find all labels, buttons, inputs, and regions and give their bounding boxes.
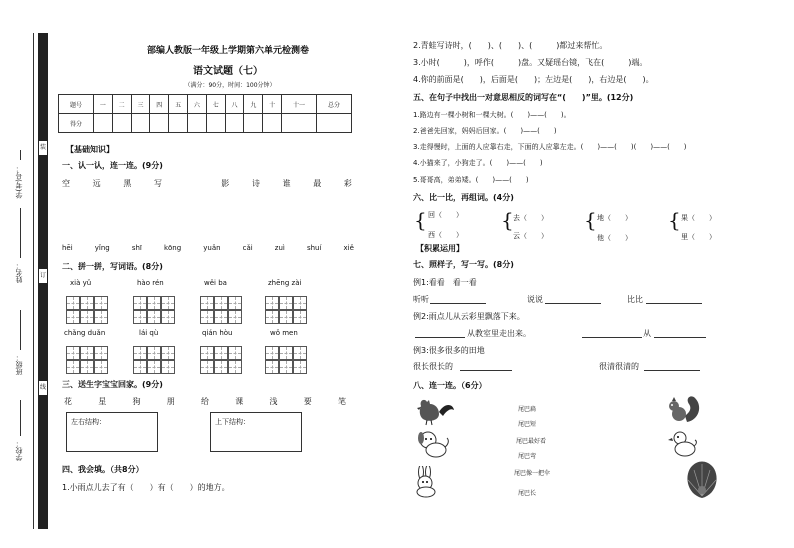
writing-grid-box[interactable] bbox=[147, 296, 161, 310]
q1-pinyin[interactable]: yuǎn bbox=[203, 244, 221, 252]
score-input-cell[interactable] bbox=[316, 114, 351, 133]
q6-word[interactable]: 西（ ） bbox=[428, 231, 463, 239]
q4-item-4: 4.你的前面是( )，后面是( )；左边是( )，右边是( )。 bbox=[413, 75, 654, 84]
left-right-structure-box[interactable] bbox=[66, 412, 158, 452]
q2-pinyin: zhēng zài bbox=[268, 279, 302, 287]
writing-grid-box[interactable] bbox=[66, 310, 80, 324]
answer-line[interactable] bbox=[582, 337, 642, 338]
top-bottom-structure-label: 上下结构： bbox=[215, 418, 250, 426]
q1-pinyin[interactable]: cǎi bbox=[242, 244, 253, 252]
school-field[interactable] bbox=[20, 400, 21, 436]
q1-pinyin[interactable]: xiě bbox=[343, 244, 354, 252]
q3-char: 给 bbox=[201, 397, 209, 406]
table-cell: 九 bbox=[244, 95, 263, 114]
q4-item-3: 3.小时( )，呼作( )盘。又疑瑶台镜，飞在( )端。 bbox=[413, 58, 648, 67]
q1-char[interactable]: 远 bbox=[92, 179, 101, 188]
writing-grid-box[interactable] bbox=[228, 296, 242, 310]
table-cell: 二 bbox=[112, 95, 131, 114]
writing-grid-box[interactable] bbox=[279, 310, 293, 324]
writing-grid-box[interactable] bbox=[66, 346, 80, 360]
binding-mark-xian: 线 bbox=[38, 380, 48, 396]
writing-grid-box[interactable] bbox=[265, 296, 279, 310]
writing-grid-box[interactable] bbox=[161, 296, 175, 310]
q7-example-1: 例1:看看 看一看 bbox=[413, 278, 477, 287]
writing-grid-box[interactable] bbox=[133, 360, 147, 374]
writing-grid-box[interactable] bbox=[66, 360, 80, 374]
page-subtitle: 语文试题（七） bbox=[193, 66, 263, 77]
table-cell: 题号 bbox=[59, 95, 94, 114]
cut-line bbox=[33, 33, 34, 529]
writing-grid-box[interactable] bbox=[66, 296, 80, 310]
answer-line[interactable] bbox=[415, 337, 465, 338]
q5-item: 2.爸爸先回家，妈妈后回家。( )——( ) bbox=[413, 127, 557, 135]
q7-ex2-a: 从教室里走出来。 bbox=[467, 329, 531, 338]
table-cell: 六 bbox=[187, 95, 206, 114]
brace: { bbox=[501, 208, 514, 232]
q1-pinyin[interactable]: kōng bbox=[163, 244, 182, 252]
table-cell: 三 bbox=[131, 95, 150, 114]
brace: { bbox=[668, 208, 681, 232]
q1-pinyin[interactable]: hēi bbox=[62, 244, 73, 252]
writing-grid-box[interactable] bbox=[94, 360, 108, 374]
score-input-cell[interactable] bbox=[187, 114, 206, 133]
score-table-score-row bbox=[59, 114, 352, 133]
q6-word[interactable]: 里（ ） bbox=[681, 233, 716, 241]
score-table bbox=[58, 94, 352, 133]
writing-grid-box[interactable] bbox=[80, 360, 94, 374]
table-cell: 四 bbox=[150, 95, 169, 114]
tail-option[interactable]: 尾巴最好看 bbox=[516, 438, 547, 445]
writing-grid-box[interactable] bbox=[228, 346, 242, 360]
q6-word[interactable]: 地（ ） bbox=[597, 214, 632, 222]
writing-grid-box[interactable] bbox=[133, 296, 147, 310]
writing-grid-box[interactable] bbox=[214, 360, 228, 374]
q5-title: 五、在句子中找出一对意思相反的词写在“( )”里。(12分) bbox=[413, 93, 634, 102]
section-basic-knowledge: 【基础知识】 bbox=[66, 145, 114, 154]
q3-char: 星 bbox=[98, 397, 107, 406]
q7-ex2-b: 从 bbox=[643, 329, 651, 338]
q1-pinyin[interactable]: shī bbox=[131, 244, 142, 252]
q4-title: 四、我会填。（共8分） bbox=[62, 465, 144, 474]
answer-line[interactable] bbox=[460, 370, 512, 371]
q1-char[interactable]: 黑 bbox=[123, 179, 132, 188]
brace: { bbox=[584, 208, 597, 232]
writing-grid-box[interactable] bbox=[94, 346, 108, 360]
q1-char[interactable]: 写 bbox=[153, 179, 162, 188]
q7-ex3-a: 很长很长的 bbox=[413, 362, 453, 371]
class-label: 班级： bbox=[15, 354, 23, 375]
tail-option[interactable]: 尾巴像一把伞 bbox=[514, 470, 551, 477]
table-cell: 十 bbox=[263, 95, 282, 114]
q7-ex1-item: 说说 bbox=[527, 295, 543, 304]
q3-char: 课 bbox=[235, 397, 244, 406]
writing-grid-box[interactable] bbox=[161, 360, 175, 374]
duck-icon[interactable] bbox=[668, 429, 698, 459]
q1-pinyin[interactable]: shuí bbox=[306, 244, 322, 252]
q7-example-2: 例2:雨点儿从云彩里飘落下来。 bbox=[413, 312, 525, 321]
q1-char[interactable]: 谁 bbox=[282, 179, 291, 188]
writing-grid-box[interactable] bbox=[279, 360, 293, 374]
q6-word[interactable]: 回（ ） bbox=[428, 211, 463, 219]
left-right-structure-label: 左右结构： bbox=[71, 418, 106, 426]
writing-grid-box[interactable] bbox=[80, 346, 94, 360]
score-input-cell[interactable] bbox=[93, 114, 112, 133]
writing-grid-box[interactable] bbox=[94, 310, 108, 324]
binding-mark-ding: 订 bbox=[38, 268, 48, 284]
writing-grid-box[interactable] bbox=[265, 346, 279, 360]
writing-grid-box[interactable] bbox=[214, 310, 228, 324]
q2-pinyin: wǒ men bbox=[270, 329, 298, 337]
q6-word[interactable]: 果（ ） bbox=[681, 214, 716, 222]
q1-char[interactable]: 最 bbox=[313, 179, 322, 188]
answer-line[interactable] bbox=[430, 303, 486, 304]
q1-char[interactable]: 彩 bbox=[343, 179, 352, 188]
writing-grid-box[interactable] bbox=[265, 360, 279, 374]
writing-grid-box[interactable] bbox=[293, 310, 307, 324]
writing-grid-box[interactable] bbox=[147, 360, 161, 374]
q3-char: 朋 bbox=[166, 397, 175, 406]
q6-title: 六、比一比，再组词。(4分) bbox=[413, 193, 514, 202]
q3-char: 笔 bbox=[338, 397, 346, 406]
brace: { bbox=[414, 208, 427, 232]
q5-item: 1.路边有一棵小树和一棵大树。( )——( )。 bbox=[413, 111, 571, 119]
table-cell: 十一 bbox=[282, 95, 317, 114]
q1-pinyin[interactable]: zuì bbox=[274, 244, 285, 252]
q7-example-3: 例3:很多很多的田地 bbox=[413, 346, 485, 355]
q3-char: 要 bbox=[303, 397, 312, 406]
answer-line[interactable] bbox=[545, 303, 601, 304]
dog-icon[interactable] bbox=[416, 430, 450, 460]
score-input-cell[interactable] bbox=[169, 114, 188, 133]
q3-char-row bbox=[64, 396, 346, 407]
writing-grid-box[interactable] bbox=[228, 310, 242, 324]
score-input-cell[interactable] bbox=[131, 114, 150, 133]
writing-grid-box[interactable] bbox=[94, 296, 108, 310]
score-input-cell[interactable] bbox=[244, 114, 263, 133]
squirrel-icon[interactable] bbox=[665, 394, 703, 424]
q3-char: 狗 bbox=[132, 397, 141, 406]
school-label: 学校： bbox=[15, 440, 23, 461]
writing-grid-box[interactable] bbox=[279, 346, 293, 360]
tail-option[interactable]: 尾巴扁 bbox=[518, 406, 537, 413]
writing-grid-box[interactable] bbox=[161, 310, 175, 324]
writing-grid-box[interactable] bbox=[200, 310, 214, 324]
writing-grid-box[interactable] bbox=[228, 360, 242, 374]
page-title: 部编人教版一年级上学期第六单元检测卷 bbox=[146, 46, 309, 56]
tail-option[interactable]: 尾巴弯 bbox=[518, 453, 537, 460]
writing-grid-box[interactable] bbox=[200, 296, 214, 310]
q1-char-row bbox=[62, 178, 352, 189]
table-cell: 得分 bbox=[59, 114, 94, 133]
q1-title: 一、认一认，连一连。(9分) bbox=[62, 161, 163, 170]
q2-pinyin: xià yǔ bbox=[70, 279, 92, 287]
name-label: 姓名： bbox=[15, 262, 23, 283]
writing-grid-box[interactable] bbox=[279, 296, 293, 310]
score-input-cell[interactable] bbox=[206, 114, 225, 133]
q3-char: 花 bbox=[64, 397, 72, 406]
q6-word[interactable]: 他（ ） bbox=[597, 234, 632, 242]
rooster-icon[interactable] bbox=[413, 396, 455, 426]
writing-grid-box[interactable] bbox=[293, 360, 307, 374]
writing-grid-box[interactable] bbox=[214, 296, 228, 310]
id-label: 学(考)号： bbox=[15, 165, 23, 199]
id-field[interactable] bbox=[20, 208, 21, 238]
table-cell: 总分 bbox=[316, 95, 351, 114]
q7-ex1-item: 听听 bbox=[413, 295, 429, 304]
writing-grid-box[interactable] bbox=[265, 310, 279, 324]
rabbit-icon[interactable] bbox=[410, 466, 442, 498]
peacock-icon[interactable] bbox=[682, 460, 722, 500]
score-input-cell[interactable] bbox=[225, 114, 244, 133]
score-input-cell[interactable] bbox=[282, 114, 317, 133]
q6-word[interactable]: 云（ ） bbox=[513, 232, 548, 240]
q4-item-2: 2.青蛙写诗时，( )、( )、( )都过来帮忙。 bbox=[413, 41, 608, 50]
exam-meta: （满分：90分，时间：100分钟） bbox=[184, 82, 276, 89]
binding-mark-zhuang: 装 bbox=[38, 140, 48, 156]
q5-item: 5.哥哥高，弟弟矮。( )——( ) bbox=[413, 176, 529, 184]
writing-grid-box[interactable] bbox=[133, 346, 147, 360]
writing-grid-box[interactable] bbox=[200, 360, 214, 374]
score-input-cell[interactable] bbox=[263, 114, 282, 133]
q2-pinyin: lái qù bbox=[139, 329, 159, 337]
q2-pinyin: qián hòu bbox=[202, 329, 233, 337]
q6-word[interactable]: 去（ ） bbox=[513, 214, 548, 222]
q3-title: 三、送生字宝宝回家。(9分) bbox=[62, 380, 163, 389]
q7-ex3-b: 很清很清的 bbox=[599, 362, 639, 371]
tail-option[interactable]: 尾巴短 bbox=[518, 421, 537, 428]
q1-char[interactable]: 诗 bbox=[251, 179, 260, 188]
id-field-top[interactable] bbox=[20, 150, 21, 160]
tail-option[interactable]: 尾巴长 bbox=[518, 490, 537, 497]
q1-pinyin[interactable]: yǐng bbox=[94, 244, 110, 252]
q4-item-1: 1.小雨点儿去了有（ ）有（ ）的地方。 bbox=[62, 483, 230, 492]
q1-pinyin-row bbox=[62, 244, 354, 252]
writing-grid-box[interactable] bbox=[200, 346, 214, 360]
writing-grid-box[interactable] bbox=[147, 310, 161, 324]
top-bottom-structure-box[interactable] bbox=[210, 412, 302, 452]
q2-pinyin: chǎng duǎn bbox=[64, 329, 106, 337]
q5-item: 4.小猫来了，小狗走了。( )——( ) bbox=[413, 159, 543, 167]
answer-line[interactable] bbox=[644, 370, 700, 371]
writing-grid-box[interactable] bbox=[133, 310, 147, 324]
table-cell: 一 bbox=[93, 95, 112, 114]
writing-grid-box[interactable] bbox=[80, 310, 94, 324]
class-field[interactable] bbox=[20, 310, 21, 350]
writing-grid-box[interactable] bbox=[147, 346, 161, 360]
q2-title: 二、拼一拼，写词语。(8分) bbox=[62, 262, 163, 271]
q2-pinyin: wěi ba bbox=[204, 279, 227, 287]
q5-item: 3.走得慢时，上面的人应靠右走，下面的人应靠左走。( )——( )( )——( ) bbox=[413, 143, 687, 151]
score-table-header-row bbox=[59, 95, 352, 114]
q2-pinyin: hào rén bbox=[137, 279, 164, 287]
answer-line[interactable] bbox=[646, 303, 702, 304]
q8-title: 八、连一连。（6分） bbox=[413, 381, 487, 390]
writing-grid-box[interactable] bbox=[293, 346, 307, 360]
table-cell: 五 bbox=[169, 95, 188, 114]
answer-line[interactable] bbox=[654, 337, 706, 338]
writing-grid-box[interactable] bbox=[80, 296, 94, 310]
q7-title: 七、照样子，写一写。(8分) bbox=[413, 260, 514, 269]
table-cell: 七 bbox=[206, 95, 225, 114]
q1-char[interactable]: 影 bbox=[221, 179, 230, 188]
table-cell: 八 bbox=[225, 95, 244, 114]
writing-grid-box[interactable] bbox=[293, 296, 307, 310]
score-input-cell[interactable] bbox=[150, 114, 169, 133]
writing-grid-box[interactable] bbox=[214, 346, 228, 360]
writing-grid-box[interactable] bbox=[161, 346, 175, 360]
score-input-cell[interactable] bbox=[112, 114, 131, 133]
q3-char: 浅 bbox=[269, 397, 278, 406]
section-application: 【积累运用】 bbox=[416, 244, 464, 253]
q7-ex1-item: 比比 bbox=[627, 295, 643, 304]
q1-char[interactable]: 空 bbox=[62, 179, 70, 188]
